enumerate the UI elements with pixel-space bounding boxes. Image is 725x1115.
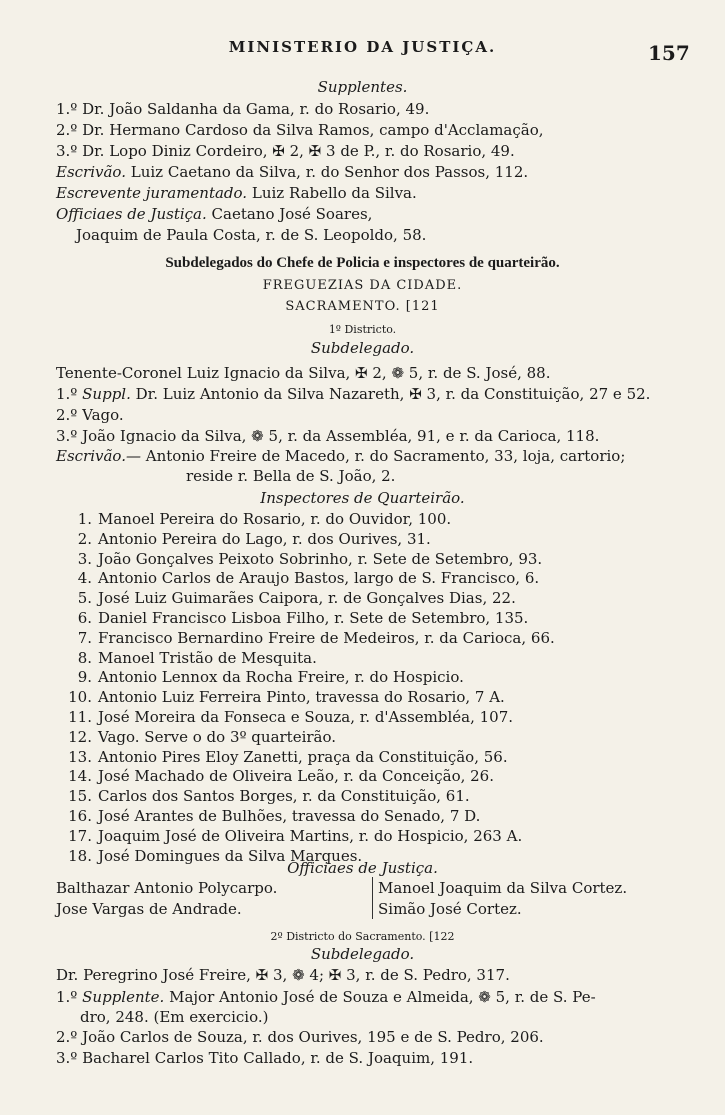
escrivao-2-continuation: reside r. Bella de S. João, 2. bbox=[186, 467, 396, 485]
inspector-row bbox=[56, 787, 470, 806]
officiaes-text: Caetano José Soares, bbox=[211, 205, 373, 223]
inspector-number: 3. bbox=[77, 550, 92, 568]
inspector-text: Antonio Luiz Ferreira Pinto, travessa do Rosario, 7 A. bbox=[98, 688, 505, 706]
officiaes-label: Officiaes de Justiça. bbox=[56, 205, 207, 223]
inspector-text: Joaquim José de Oliveira Martins, r. do Hospicio, 263 A. bbox=[98, 827, 523, 845]
supp2-2-line: 2.º João Carlos de Souza, r. dos Ourives, 195 e de S. Pedro, 206. bbox=[56, 1028, 544, 1046]
inspector-row bbox=[56, 589, 516, 608]
escrevente-text: Luiz Rabello da Silva. bbox=[251, 184, 417, 202]
inspector-text: Francisco Bernardino Freire de Medeiros, r. da Carioca, 66. bbox=[98, 629, 555, 647]
page-header-title: MINISTERIO DA JUSTIÇA. bbox=[228, 38, 497, 56]
inspector-number: 1. bbox=[77, 510, 92, 528]
suppl-1-prefix: 1.º bbox=[56, 385, 78, 403]
inspector-number: 4. bbox=[77, 569, 92, 587]
inspector-row bbox=[56, 629, 555, 648]
inspector-text: José Moreira da Fonseca e Souza, r. d'Assembléa, 107. bbox=[98, 708, 514, 726]
inspector-text: João Gonçalves Peixoto Sobrinho, r. Sete de Setembro, 93. bbox=[98, 550, 543, 568]
inspector-number: 5. bbox=[77, 589, 92, 607]
inspector-row bbox=[56, 609, 528, 628]
supp2-1-continuation: dro, 248. (Em exercicio.) bbox=[80, 1008, 269, 1026]
supplentes-heading: Supplentes. bbox=[317, 78, 408, 96]
suppl-3-line: 3.º João Ignacio da Silva, ❁ 5, r. da Assembléa, 91, e r. da Carioca, 118. bbox=[56, 427, 600, 445]
escrivao-2-label: Escrivão.— bbox=[56, 447, 141, 465]
inspector-row bbox=[56, 569, 539, 588]
supp2-3-line: 3.º Bacharel Carlos Tito Callado, r. de S. Joaquim, 191. bbox=[56, 1049, 474, 1067]
inspector-text: Antonio Pereira do Lago, r. dos Ourives, 31. bbox=[98, 530, 431, 548]
inspector-number: 2. bbox=[77, 530, 92, 548]
inspector-text: José Machado de Oliveira Leão, r. da Conceição, 26. bbox=[98, 767, 494, 785]
suppl-1-text: Dr. Luiz Antonio da Silva Nazareth, ✠ 3, r. da Constituição, 27 e 52. bbox=[135, 385, 651, 403]
sacramento-heading: SACRAMENTO. [121 bbox=[285, 299, 440, 314]
inspector-text: Carlos dos Santos Borges, r. da Constituição, 61. bbox=[98, 787, 470, 805]
inspectores-heading: Inspectores de Quarteirão. bbox=[260, 489, 465, 507]
inspector-text: Daniel Francisco Lisboa Filho, r. Sete de Setembro, 135. bbox=[98, 609, 529, 627]
freguezias-heading: FREGUEZIAS DA CIDADE. bbox=[262, 278, 463, 293]
inspector-number: 14. bbox=[68, 767, 92, 785]
inspector-text: José Arantes de Bulhões, travessa do Senado, 7 D. bbox=[98, 807, 481, 825]
column-divider bbox=[372, 877, 373, 919]
officiaes-continuation: Joaquim de Paula Costa, r. de S. Leopoldo, 58. bbox=[76, 226, 427, 244]
inspector-row bbox=[56, 767, 494, 786]
page-number: 157 bbox=[648, 41, 690, 65]
inspector-number: 12. bbox=[68, 728, 92, 746]
escrivao-line bbox=[56, 163, 528, 182]
escrivao-2-text: Antonio Freire de Macedo, r. do Sacramento, 33, loja, cartorio; bbox=[145, 447, 626, 465]
officiaes-2-left-2: Jose Vargas de Andrade. bbox=[56, 900, 242, 918]
supplente-line: 3.º Dr. Lopo Diniz Cordeiro, ✠ 2, ✠ 3 de P., r. do Rosario, 49. bbox=[56, 142, 515, 160]
inspector-text: Antonio Pires Eloy Zanetti, praça da Constituição, 56. bbox=[98, 748, 508, 766]
suppl-1-label: Suppl. bbox=[82, 385, 131, 403]
supplente-line: 1.º Dr. João Saldanha da Gama, r. do Rosario, 49. bbox=[56, 100, 430, 118]
officiaes-2-heading: Officiaes de Justiça. bbox=[287, 859, 438, 877]
inspector-row bbox=[56, 728, 336, 747]
inspector-number: 17. bbox=[68, 827, 92, 845]
inspector-text: Vago. Serve o do 3º quarteirão. bbox=[98, 728, 337, 746]
supp2-1-label: Supplente. bbox=[82, 988, 165, 1006]
inspector-number: 16. bbox=[68, 807, 92, 825]
inspector-row bbox=[56, 807, 480, 826]
inspector-number: 6. bbox=[77, 609, 92, 627]
suppl-1-line bbox=[56, 385, 650, 404]
inspector-row bbox=[56, 668, 464, 687]
officiaes-line bbox=[56, 205, 372, 224]
inspector-row bbox=[56, 748, 508, 767]
supp2-1-line bbox=[56, 988, 596, 1007]
inspector-text: Antonio Lennox da Rocha Freire, r. do Hospicio. bbox=[98, 668, 464, 686]
officiaes-2-left-1: Balthazar Antonio Polycarpo. bbox=[56, 879, 278, 897]
inspector-number: 8. bbox=[77, 649, 92, 667]
inspector-row bbox=[56, 708, 513, 727]
inspector-row bbox=[56, 649, 317, 668]
officiaes-2-right-1: Manoel Joaquim da Silva Cortez. bbox=[378, 879, 628, 897]
inspector-number: 9. bbox=[77, 668, 92, 686]
supp2-1-prefix: 1.º bbox=[56, 988, 78, 1006]
inspector-text: José Domingues da Silva Marques. bbox=[98, 847, 363, 865]
subdelegado-heading: Subdelegado. bbox=[310, 339, 415, 357]
districto-1-heading: 1º Districto. bbox=[328, 323, 397, 336]
inspector-row bbox=[56, 550, 542, 569]
subdelegado-line: Tenente-Coronel Luiz Ignacio da Silva, ✠ 2, ❁ 5, r. de S. José, 88. bbox=[56, 364, 551, 382]
escrevente-line bbox=[56, 184, 417, 203]
inspector-row bbox=[56, 688, 505, 707]
inspector-text: Manoel Pereira do Rosario, r. do Ouvidor, 100. bbox=[98, 510, 452, 528]
escrivao-label: Escrivão. bbox=[56, 163, 126, 181]
inspector-number: 7. bbox=[77, 629, 92, 647]
suppl-2-line: 2.º Vago. bbox=[56, 406, 124, 424]
inspector-number: 11. bbox=[68, 708, 92, 726]
escrivao-2-line bbox=[56, 447, 625, 466]
officiaes-2-right-2: Simão José Cortez. bbox=[378, 900, 522, 918]
inspector-text: Antonio Carlos de Araujo Bastos, largo de S. Francisco, 6. bbox=[98, 569, 540, 587]
inspector-row bbox=[56, 827, 522, 846]
inspector-number: 15. bbox=[68, 787, 92, 805]
supplente-line: 2.º Dr. Hermano Cardoso da Silva Ramos, campo d'Acclamação, bbox=[56, 121, 544, 139]
inspector-row bbox=[56, 510, 451, 529]
inspector-row bbox=[56, 530, 431, 549]
districto-2-heading: 2º Districto do Sacramento. [122 bbox=[270, 930, 455, 943]
escrevente-label: Escrevente juramentado. bbox=[56, 184, 248, 202]
subdelegado-2-line: Dr. Peregrino José Freire, ✠ 3, ❁ 4; ✠ 3, r. de S. Pedro, 317. bbox=[56, 966, 510, 984]
escrivao-text: Luiz Caetano da Silva, r. do Senhor dos Passos, 112. bbox=[130, 163, 529, 181]
subdelegado-2-heading: Subdelegado. bbox=[310, 945, 415, 963]
inspector-number: 18. bbox=[68, 847, 92, 865]
inspector-text: Manoel Tristão de Mesquita. bbox=[98, 649, 317, 667]
inspector-text: José Luiz Guimarães Caipora, r. de Gonçalves Dias, 22. bbox=[98, 589, 516, 607]
inspector-number: 13. bbox=[68, 748, 92, 766]
supp2-1-text: Major Antonio José de Souza e Almeida, ❁ 5, r. de S. Pe- bbox=[169, 988, 596, 1006]
subdelegados-heading: Subdelegados do Chefe de Policia e inspectores de quarteirão. bbox=[165, 255, 560, 271]
inspector-number: 10. bbox=[68, 688, 92, 706]
